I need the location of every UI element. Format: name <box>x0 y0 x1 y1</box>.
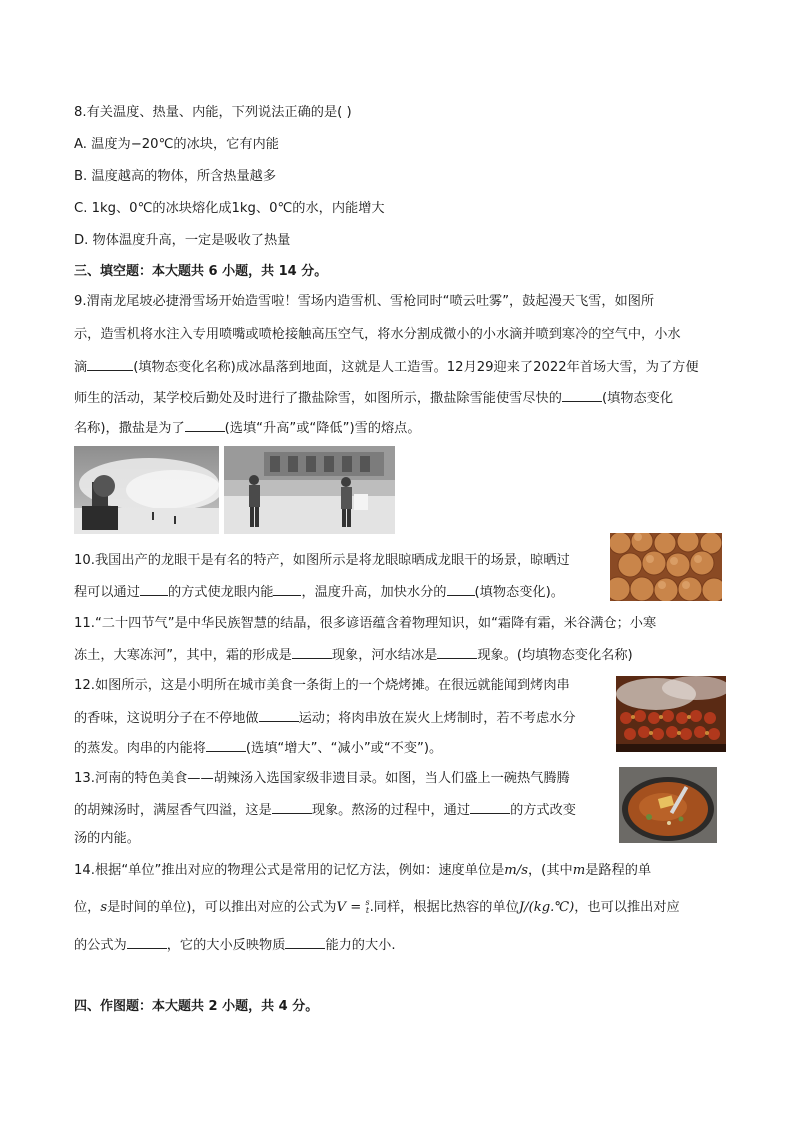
q9-line-2: 示，造雪机将水注入专用喷嘴或喷枪接触高压空气，将水分割成微小的小水滴并喷到寒冷的空气中，小水 <box>74 327 681 342</box>
q14-text: 位， <box>74 900 101 915</box>
q14-text: 14.根据“单位”推出对应的物理公式是常用的记忆方法，例如：速度单位是 <box>74 863 505 878</box>
q9-line-4 <box>74 387 673 409</box>
q13-line-2 <box>74 799 576 821</box>
answer-blank[interactable] <box>185 417 225 432</box>
q10-line-1: 10.我国出产的龙眼干是有名的特产，如图所示是将龙眼晾晒成龙眼干的场景，晾晒过 <box>74 553 570 568</box>
q9-line-1: 9.渭南龙尾坡必捷滑雪场开始造雪啦！雪场内造雪机、雪枪同时“喷云吐雾”，鼓起漫天飞雪，如图所 <box>74 294 655 309</box>
salt-spreading-photo <box>224 446 395 534</box>
math-symbol: s <box>100 900 108 915</box>
q13-text: 的方式改变 <box>510 803 576 818</box>
q11-line-2 <box>74 644 633 666</box>
q8-option-a: A. 温度为−20℃的冰块，它有内能 <box>74 137 279 152</box>
q11-text: 现象，河水结冰是 <box>331 648 438 663</box>
answer-blank[interactable] <box>87 356 133 371</box>
q9-text: (填物态变化 <box>601 391 674 406</box>
answer-blank[interactable] <box>272 799 312 814</box>
q9-text: 名称)，撒盐是为了 <box>74 421 185 436</box>
q13-line-3: 汤的内能。 <box>74 831 140 846</box>
answer-blank[interactable] <box>206 737 246 752</box>
q14-text: 能力的大小. <box>325 938 396 953</box>
q9-text: (选填“升高”或“降低”)雪的熔点。 <box>224 421 421 436</box>
q14-text: 的公式为 <box>74 938 127 953</box>
q11-text: 现象。(均填物态变化名称) <box>477 648 633 663</box>
q10-text: (填物态变化)。 <box>474 585 564 600</box>
velocity-formula: V = <box>336 900 366 915</box>
q8-option-b: B. 温度越高的物体，所含热量越多 <box>74 169 277 184</box>
answer-blank[interactable] <box>447 581 475 596</box>
q12-text: 运动；将肉串放在炭火上烤制时，若不考虑水分 <box>298 711 576 726</box>
section-3-heading: 三、填空题：本大题共 6 小题，共 14 分。 <box>74 264 328 279</box>
answer-blank[interactable] <box>292 644 332 659</box>
q14-line-3 <box>74 934 396 956</box>
q9-text: 师生的活动，某学校后勤处及时进行了撒盐除雪，如图所示，撒盐除雪能使雪尽快的 <box>74 391 562 406</box>
q14-text: 是路程的单 <box>585 863 652 878</box>
answer-blank[interactable] <box>562 387 602 402</box>
q13-text: 现象。熬汤的过程中，通过 <box>311 803 471 818</box>
q8-stem: 8.有关温度、热量、内能，下列说法正确的是( ) <box>74 105 352 120</box>
q11-line-1: 11.“二十四节气”是中华民族智慧的结晶，很多谚语蕴含着物理知识，如“霜降有霜，米谷满仓；小寒 <box>74 616 657 631</box>
q8-option-c: C. 1kg、0℃的冰块熔化成1kg、0℃的水，内能增大 <box>74 201 385 216</box>
velocity-unit: m/s <box>504 863 528 878</box>
answer-blank[interactable] <box>259 707 299 722</box>
q10-text: 程可以通过 <box>74 585 140 600</box>
q11-text: 冻土，大寒冻河”，其中，霜的形成是 <box>74 648 292 663</box>
q14-text: .同样，根据比热容的单位 <box>369 900 519 915</box>
q10-text: 的方式使龙眼内能 <box>167 585 274 600</box>
longan-drying-photo <box>610 533 722 601</box>
q14-text: ，(其中 <box>527 863 573 878</box>
math-symbol: m <box>572 863 586 878</box>
answer-blank[interactable] <box>140 581 168 596</box>
q8-option-d: D. 物体温度升高，一定是吸收了热量 <box>74 233 291 248</box>
specific-heat-unit: J/(kg.℃) <box>518 900 575 915</box>
answer-blank[interactable] <box>273 581 301 596</box>
q10-line-2 <box>74 581 564 603</box>
q14-text: ，也可以推出对应 <box>574 900 680 915</box>
q14-line-2 <box>74 898 680 918</box>
q14-line-1 <box>74 861 651 881</box>
q12-text: 的蒸发。肉串的内能将 <box>74 741 206 756</box>
q9-line-3 <box>74 356 699 378</box>
barbecue-skewers-photo <box>616 676 726 752</box>
fraction-numerator: s <box>365 898 370 907</box>
q9-line-5 <box>74 417 421 439</box>
section-4-heading: 四、作图题：本大题共 2 小题，共 4 分。 <box>74 999 319 1014</box>
q12-line-2 <box>74 707 576 729</box>
fraction-denominator: t <box>365 906 370 915</box>
answer-blank[interactable] <box>470 799 510 814</box>
q12-text: (选填“增大”、“减小”或“不变”)。 <box>245 741 443 756</box>
q9-text: 滴 <box>74 360 88 375</box>
q12-text: 的香味，这说明分子在不停地做 <box>74 711 259 726</box>
answer-blank[interactable] <box>285 934 325 949</box>
q10-text: ，温度升高，加快水分的 <box>301 585 447 600</box>
q13-line-1: 13.河南的特色美食——胡辣汤入选国家级非遗目录。如图，当人们盛上一碗热气腾腾 <box>74 771 570 786</box>
q12-line-1: 12.如图所示，这是小明所在城市美食一条街上的一个烧烤摊。在很远就能闻到烤肉串 <box>74 678 570 693</box>
q14-text: ，它的大小反映物质 <box>166 938 286 953</box>
answer-blank[interactable] <box>127 934 167 949</box>
answer-blank[interactable] <box>437 644 477 659</box>
q9-text: (填物态变化名称)成冰晶落到地面，这就是人工造雪。12月29迎来了2022年首场大雪，为了方便 <box>133 360 699 375</box>
q12-line-3 <box>74 737 442 759</box>
q13-text: 的胡辣汤时，满屋香气四溢，这是 <box>74 803 272 818</box>
snow-machine-photo <box>74 446 219 534</box>
q14-text: 是时间的单位)，可以推出对应的公式为 <box>107 900 337 915</box>
hot-soup-photo <box>619 767 717 843</box>
